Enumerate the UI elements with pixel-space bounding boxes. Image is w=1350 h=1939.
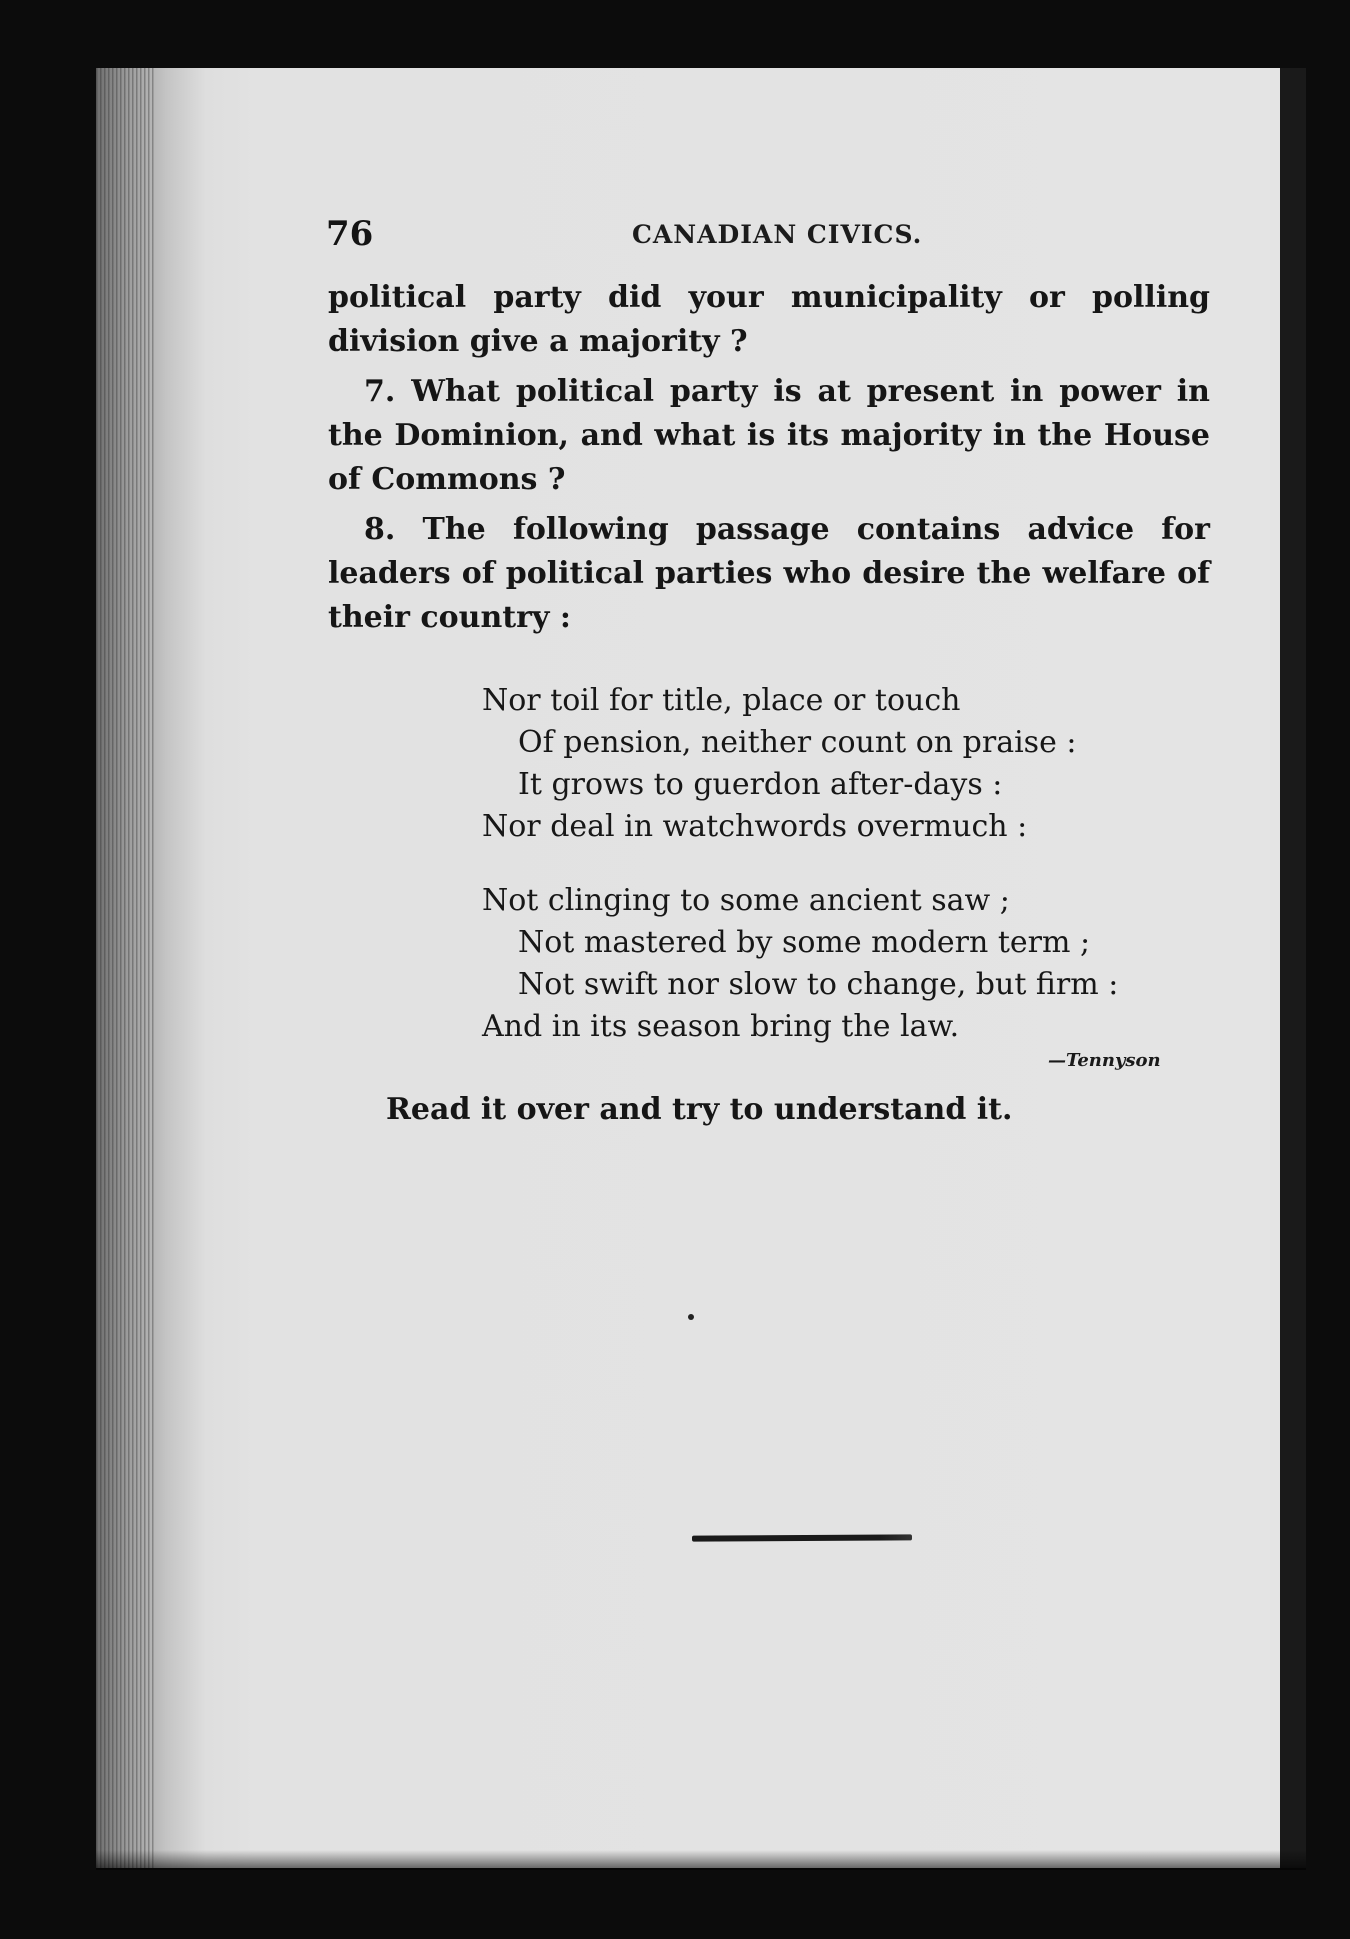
poem-attribution: —Tennyson [1048, 1050, 1161, 1071]
printer-dot [688, 1314, 694, 1320]
facing-page-edge [1280, 68, 1306, 1868]
poem-line: It grows to guerdon after-days : [518, 767, 1003, 802]
page-header [326, 214, 1206, 258]
poem-line: Nor toil for title, place or touch [482, 683, 961, 718]
closing-instruction: Read it over and try to understand it. [386, 1092, 1013, 1127]
poem-stanza-1 [482, 680, 1122, 848]
page-number: 76 [326, 214, 374, 254]
poem-line: And in its season bring the law. [482, 1009, 960, 1044]
poem-block [482, 680, 1122, 1080]
body-text [328, 276, 1210, 640]
page-gutter-edge [96, 68, 156, 1868]
poem-line: Nor deal in watchwords overmuch : [482, 809, 1028, 844]
poem-line: Not clinging to some ancient saw ; [482, 883, 1010, 918]
poem-line: Not mastered by some modern term ; [518, 925, 1091, 960]
poem-line: Not swift nor slow to change, but firm : [518, 967, 1119, 1002]
poem-line: Of pension, neither count on praise : [518, 725, 1077, 760]
poem-stanza-2 [482, 880, 1122, 1048]
page-bottom-shadow [96, 1850, 1306, 1870]
end-rule [692, 1534, 912, 1541]
paragraph-question-8: 8. The following passage contains advice for leaders of political parties who desire the welfare of their country : [328, 512, 1210, 635]
running-head: CANADIAN CIVICS. [632, 220, 923, 249]
paragraph-continuation: political party did your municipality or polling division give a majority ? [328, 280, 1210, 359]
paragraph-question-7: 7. What political party is at present in power in the Dominion, and what is its majority in the House of Commons ? [328, 374, 1210, 497]
